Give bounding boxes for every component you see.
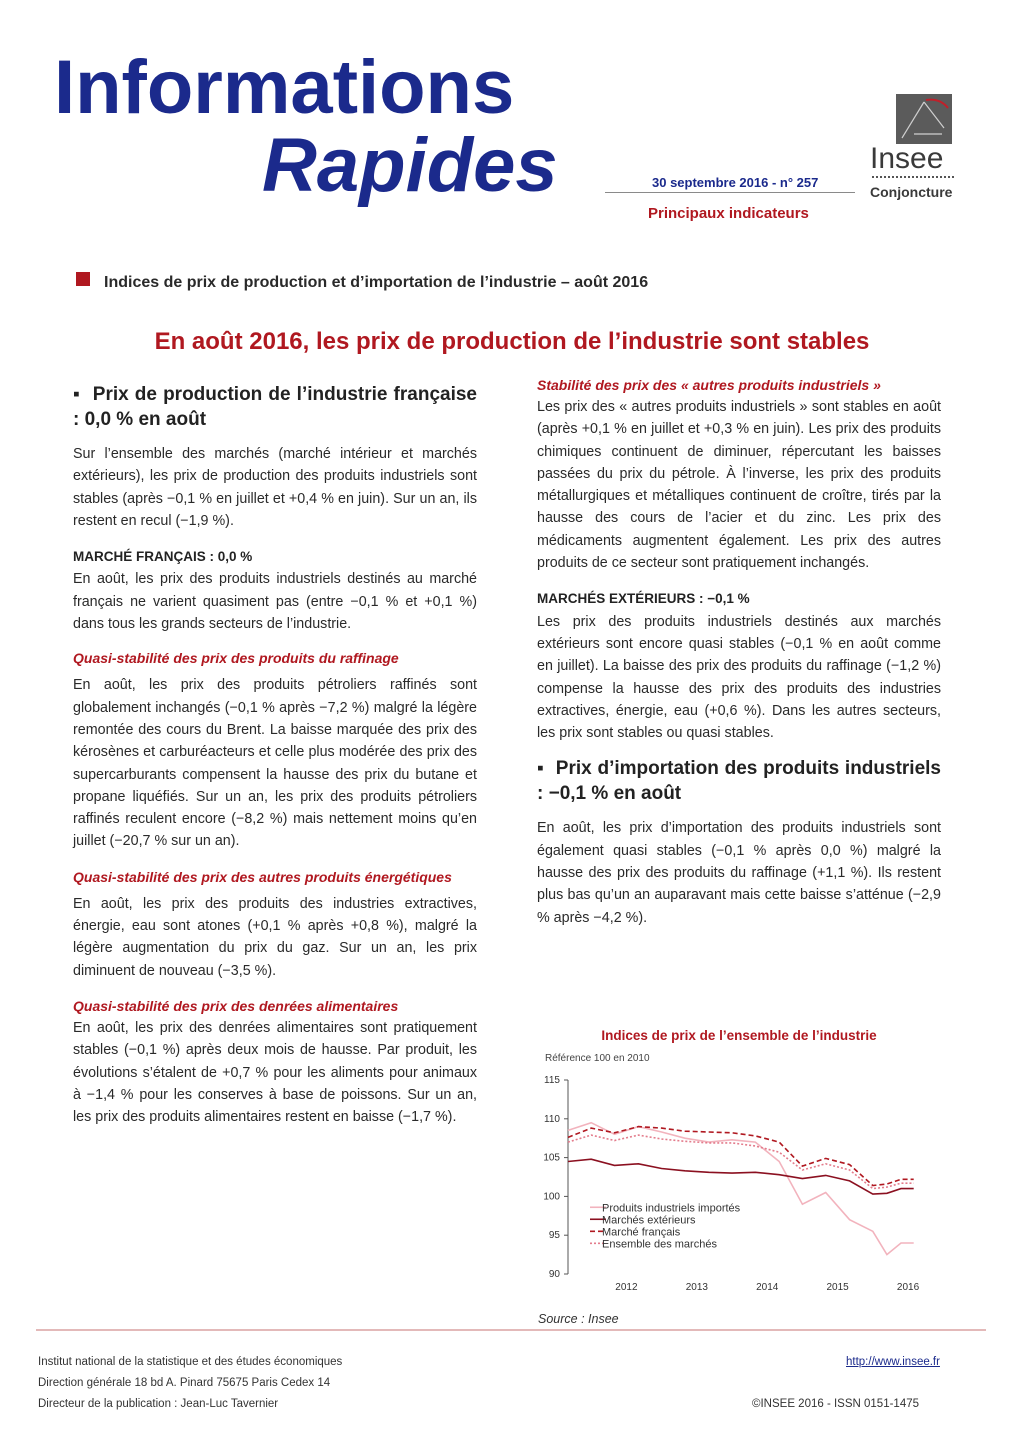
paragraph: En août, les prix d’importation des produits industriels sont également quasi stables (−0,1 % après 0,0 %) malgré la hausse des prix des produits du raffinage (+1,1 %). Ils restent plus bas qu’un an auparavant mais cette baisse s’atténue (−2,9 % après −4,2 %). xyxy=(537,820,941,926)
section-title-text: Prix d’importation des produits industriels : −0,1 % en août xyxy=(537,758,941,805)
section-title-production xyxy=(73,382,477,432)
paragraph: En août, les prix des denrées alimentaires sont pratiquement stables (−0,1 %) après deux mois de hausse. Par produit, les évolutions s’étalent de +0,7 % pour les aliments pour animaux à −1,4 % pour les conserves à base de poissons. Sur un an, les prix des produits alimentaires restent en baisse (−1,7 %). xyxy=(73,1019,477,1126)
y-tick-label: 105 xyxy=(543,1152,560,1164)
bullet-icon: ▪ xyxy=(73,384,93,405)
paragraph: Les prix des produits industriels destinés aux marchés extérieurs sont encore quasi stables (−0,1 % en août comme en juillet). La baisse des prix des produits du raffinage (−1,2 %) compense la hausse des prix des produits des industries extractives, énergie, eau (+0,6 %). Dans les autres secteurs, les prix sont stables ou quasi stables. xyxy=(537,613,941,742)
paragraph: En août, les prix des produits des industries extractives, énergie, eau sont atones (+0,1 % après +0,8 %), malgré la légère augmentation du prix du gaz. Sur un an, les prix diminuent de nouveau (−3,5 %). xyxy=(73,895,477,979)
x-tick-label: 2012 xyxy=(615,1282,638,1293)
footer-address: Direction générale 18 bd A. Pinard 75675 Paris Cedex 14 xyxy=(38,1377,331,1389)
bullet-icon: ▪ xyxy=(537,758,556,780)
legend-label: Marchés extérieurs xyxy=(602,1214,696,1227)
paragraph: En août, les prix des produits industriels destinés au marché français ne varient quasiment pas (entre −0,1 % et +0,1 %) dans tous les grands secteurs de l’industrie. xyxy=(73,571,477,633)
subheading-raffinage: Quasi-stabilité des prix des produits du raffinage xyxy=(73,650,399,667)
logo-dots xyxy=(872,176,954,181)
x-tick-label: 2015 xyxy=(826,1282,849,1293)
chart-title: Indices de prix de l’ensemble de l’industrie xyxy=(601,1028,877,1043)
paragraph: Sur l’ensemble des marchés (marché intérieur et marchés extérieurs), les prix de production des produits industriels sont stables (après −0,1 % en juillet et +0,4 % en juin). Sur un an, ils restent en recul (−1,9 %). xyxy=(73,446,477,529)
rubric-title: Indices de prix de production et d’importation de l’industrie – août 2016 xyxy=(104,274,649,291)
paragraph: Les prix des « autres produits industriels » sont stables en août (après +0,1 % en juillet et +0,3 % en juin). Les prix des produits chimiques continuent de diminuer, répercutant les baisses passées du prix du pétrole. À l’inverse, les prix des produits métallurgiques et métalliques continuent de croître, tirés par la hausse des cours de l’acier et du zinc. Les prix des médicaments augmentent également. Les prix des autres produits de ce secteur sont pratiquement inchangés. xyxy=(537,399,941,572)
subheading-energetiques: Quasi-stabilité des prix des autres produits énergétiques xyxy=(73,868,452,885)
chart-source: Source : Insee xyxy=(538,1312,619,1326)
x-tick-label: 2013 xyxy=(685,1282,708,1293)
subheading-autres-produits: Stabilité des prix des « autres produits industriels » xyxy=(537,377,881,393)
subheading-marche-francais: MARCHÉ FRANÇAIS : 0,0 % xyxy=(73,549,253,565)
section-title-importation xyxy=(537,756,941,806)
legend-label: Produits industriels importés xyxy=(602,1202,741,1215)
footer-rule xyxy=(36,1329,986,1331)
right-column xyxy=(537,374,941,929)
chart-reference: Référence 100 en 2010 xyxy=(545,1053,650,1064)
subheading-alimentaires: Quasi-stabilité des prix des denrées alimentaires xyxy=(73,997,399,1014)
series-line xyxy=(568,1135,914,1189)
y-tick-label: 95 xyxy=(548,1230,560,1242)
insee-logo-icon xyxy=(896,94,952,144)
series-line xyxy=(568,1127,914,1186)
x-tick-label: 2016 xyxy=(896,1282,920,1293)
y-tick-label: 90 xyxy=(548,1269,560,1280)
y-tick-label: 100 xyxy=(543,1191,560,1203)
issue-date: 30 septembre 2016 - n° 257 xyxy=(652,175,819,190)
category-label: Principaux indicateurs xyxy=(648,205,809,222)
x-tick-label: 2014 xyxy=(756,1282,779,1293)
insee-logo-sub: Conjoncture xyxy=(870,184,953,200)
masthead-divider xyxy=(605,192,855,193)
footer-institution: Institut national de la statistique et des études économiques xyxy=(38,1356,343,1368)
price-index-chart xyxy=(530,1066,950,1296)
footer-copyright: ©INSEE 2016 - ISSN 0151-1475 xyxy=(752,1398,920,1410)
rubric-square-icon xyxy=(76,272,90,286)
masthead-rapides: Rapides xyxy=(262,123,558,208)
masthead-informations: Informations xyxy=(54,45,515,130)
insee-logo-text: Insee xyxy=(870,142,944,175)
headline: En août 2016, les prix de production de l’industrie sont stables xyxy=(154,328,870,355)
y-tick-label: 110 xyxy=(544,1113,560,1125)
left-column xyxy=(73,382,477,1128)
footer-link[interactable]: http://www.insee.fr xyxy=(846,1356,940,1368)
y-tick-label: 115 xyxy=(544,1075,560,1086)
legend-label: Ensemble des marchés xyxy=(602,1238,717,1251)
subheading-marches-exterieurs: MARCHÉS EXTÉRIEURS : −0,1 % xyxy=(537,591,750,607)
paragraph: En août, les prix des produits pétroliers raffinés sont globalement inchangés (−0,1 % après −7,2 %) malgré la légère remontée des cours du Brent. La baisse marquée des prix des kérosènes et carburéacteurs et celle plus modérée des prix des supercarburants compensent la hausse des prix du butane et propane liquéfiés. Sur un an, les prix des produits pétroliers raffinés reculent encore (−8,2 %) mais nettement moins qu’en juillet (−20,7 % sur un an). xyxy=(73,677,477,850)
legend-label: Marché français xyxy=(602,1226,681,1239)
footer-director: Directeur de la publication : Jean-Luc Tavernier xyxy=(38,1398,279,1410)
section-title-text: Prix de production de l’industrie française : 0,0 % en août xyxy=(73,384,477,430)
